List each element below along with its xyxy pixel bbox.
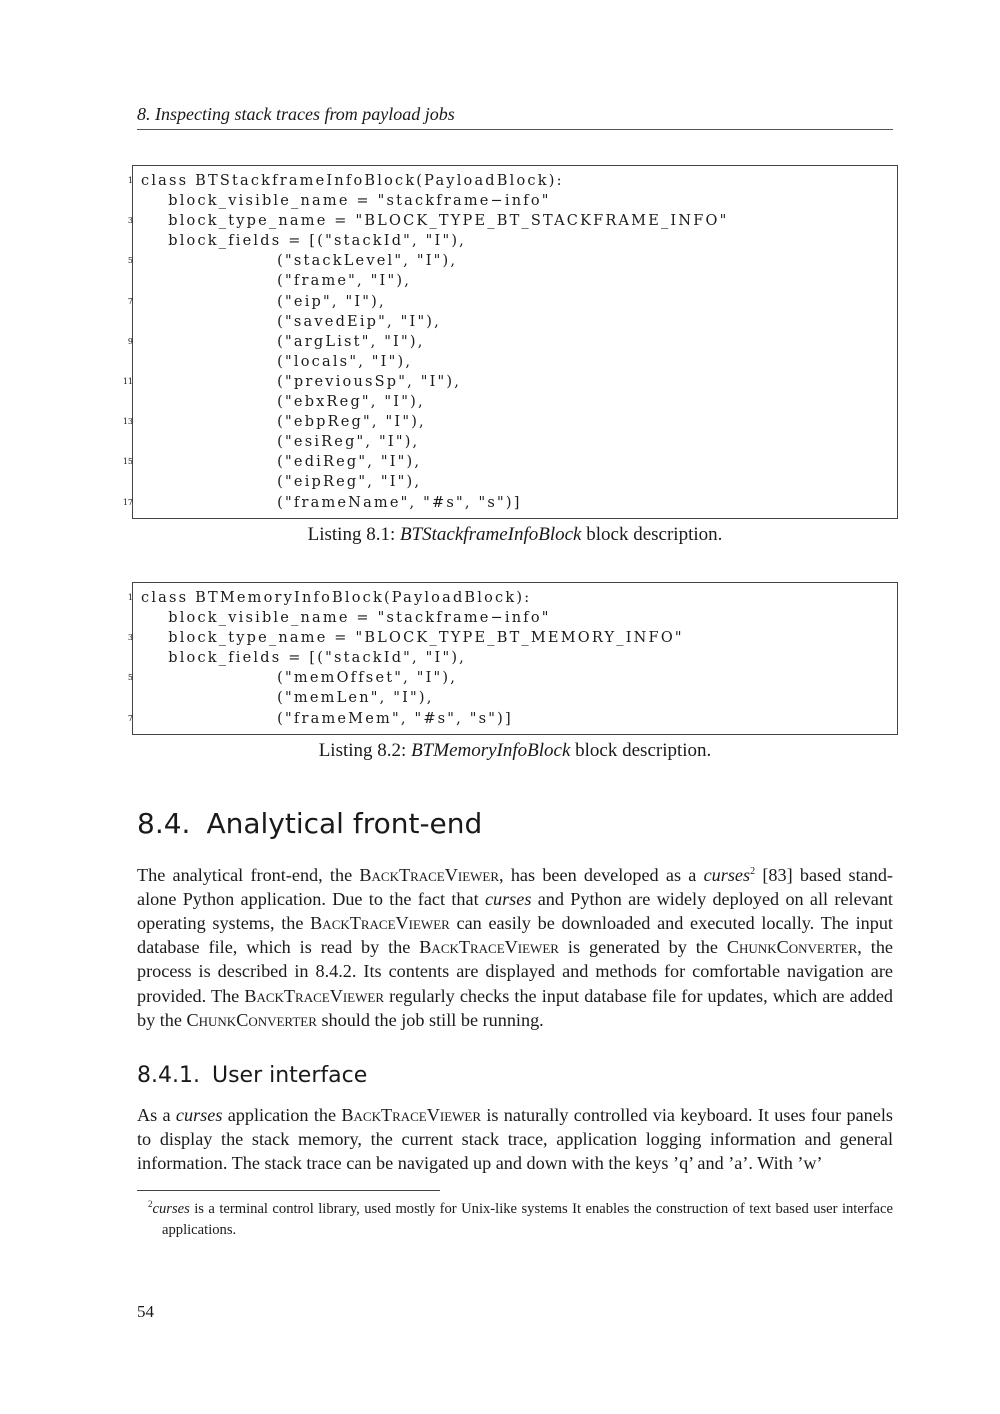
code-line [127, 668, 897, 688]
caption-class-name: BTMemoryInfoBlock [411, 740, 571, 761]
section-number: 8.4. [137, 807, 191, 840]
code-text: ("frame", "I"), [141, 273, 412, 290]
code-line [127, 332, 897, 352]
line-number: 11 [122, 376, 133, 386]
caption-text: block description. [586, 524, 723, 545]
code-line [141, 231, 897, 251]
code-text: ("eip", "I"), [141, 293, 386, 310]
line-number: 7 [127, 713, 133, 723]
line-number: 5 [127, 256, 133, 266]
code-text: ("locals", "I"), [141, 353, 413, 370]
code-text: ("savedEip", "I"), [141, 313, 441, 330]
line-number: 1 [127, 176, 133, 185]
subsection-title: User interface [211, 1063, 368, 1088]
line-number: 9 [127, 336, 133, 346]
line-number: 5 [127, 673, 133, 683]
code-text: block_type_name = "BLOCK_TYPE_BT_STACKFRAME_INFO" [141, 213, 729, 230]
code-line [127, 292, 897, 312]
code-text: ("frameMem", "#s", "s")] [141, 710, 513, 727]
code-text: ("ediReg", "I"), [141, 454, 422, 471]
code-text: ("argList", "I"), [141, 333, 425, 350]
footnote-mark: 2 [148, 1199, 153, 1209]
listing-caption-2 [132, 739, 898, 763]
line-number: 3 [127, 633, 133, 643]
code-line [141, 312, 897, 332]
code-text: ("previousSp", "I"), [141, 373, 462, 390]
code-text: ("stackLevel", "I"), [141, 253, 458, 270]
code-text: class BTMemoryInfoBlock(PayloadBlock): [141, 590, 532, 606]
code-text: block_visible_name = "stackframe−info" [141, 193, 551, 210]
running-header: 8. Inspecting stack traces from payload jobs [137, 102, 893, 130]
line-number: 7 [127, 296, 133, 306]
code-line [141, 472, 897, 492]
code-line [141, 688, 897, 708]
code-line [141, 191, 897, 211]
code-line [141, 432, 897, 452]
code-listing-1 [122, 165, 898, 519]
code-line [122, 372, 897, 392]
code-text: ("ebpReg", "I"), [141, 414, 426, 431]
code-text: block_type_name = "BLOCK_TYPE_BT_MEMORY_INFO" [141, 630, 684, 647]
code-line [127, 628, 897, 648]
code-line [141, 352, 897, 372]
code-line [141, 608, 897, 628]
code-text: class BTStackframeInfoBlock(PayloadBlock): [141, 173, 564, 189]
subsection-number: 8.4.1. [137, 1063, 200, 1088]
page-number: 54 [137, 1302, 154, 1321]
code-line [122, 493, 897, 513]
code-line [141, 392, 897, 412]
code-line [127, 211, 897, 231]
code-text: block_fields = [("stackId", "I"), [141, 650, 466, 667]
code-line [127, 588, 897, 608]
caption-text: block description. [575, 740, 712, 761]
code-text: ("memOffset", "I"), [141, 670, 458, 687]
footnote-ref[interactable]: 2 [750, 866, 756, 877]
section-title: Analytical front-end [206, 807, 483, 840]
code-text: block_visible_name = "stackframe−info" [141, 610, 551, 627]
caption-label: Listing 8.2: [318, 740, 407, 761]
caption-label: Listing 8.1: [307, 524, 396, 545]
code-line [122, 412, 897, 432]
footnote: $^2$curses is a terminal control library, used mostly for Unix-like systems It enables the construction of text based user interface applications. [148, 1199, 893, 1238]
code-line [127, 171, 897, 191]
code-line [127, 709, 897, 729]
code-text: ("esiReg", "I"), [141, 434, 420, 451]
body-paragraph-2: As a curses application the BackTraceViewer is naturally controlled via keyboard. It uses four panels to display the stack memory, the current stack trace, application logging information and general information. The stack trace can be navigated up and down with the keys ’q’ and ’a’. With ’w’ [137, 1105, 893, 1174]
code-line [141, 648, 897, 668]
caption-class-name: BTStackframeInfoBlock [399, 524, 582, 545]
line-number: 1 [127, 593, 133, 602]
code-block [127, 588, 897, 729]
code-text: block_fields = [("stackId", "I"), [141, 233, 466, 250]
code-block [122, 171, 897, 513]
listing-caption-1 [132, 523, 898, 547]
line-number: 13 [122, 417, 133, 427]
code-line [122, 452, 897, 472]
line-number: 15 [122, 457, 133, 467]
body-paragraph-1: The analytical front-end, the BackTraceViewer, has been developed as a curses$^2$ [83] based stand-alone Python application. Due to the fact that curses and Python are widely deployed on all relevant operating systems, the BackTraceViewer can easily be downloaded and executed locally. The input database file, which is read by the BackTraceViewer is generated by the ChunkConverter, the process is described in 8.4.2. Its contents are displayed and methods for comfortable navigation are provided. The BackTraceViewer regularly checks the input database file for updates, which are added by the ChunkConverter should the job still be running. [137, 865, 893, 1030]
subsection-heading [137, 1061, 367, 1091]
code-line [127, 251, 897, 271]
line-number: 3 [127, 216, 133, 226]
code-text: ("memLen", "I"), [141, 690, 434, 707]
code-listing-2 [127, 582, 898, 735]
code-text: ("eipReg", "I"), [141, 474, 422, 491]
code-line [141, 271, 897, 291]
code-text: ("frameName", "#s", "s")] [141, 494, 522, 511]
code-text: ("ebxReg", "I"), [141, 394, 425, 411]
footnote-divider [137, 1190, 440, 1191]
section-heading [137, 806, 482, 842]
line-number: 17 [122, 497, 133, 507]
